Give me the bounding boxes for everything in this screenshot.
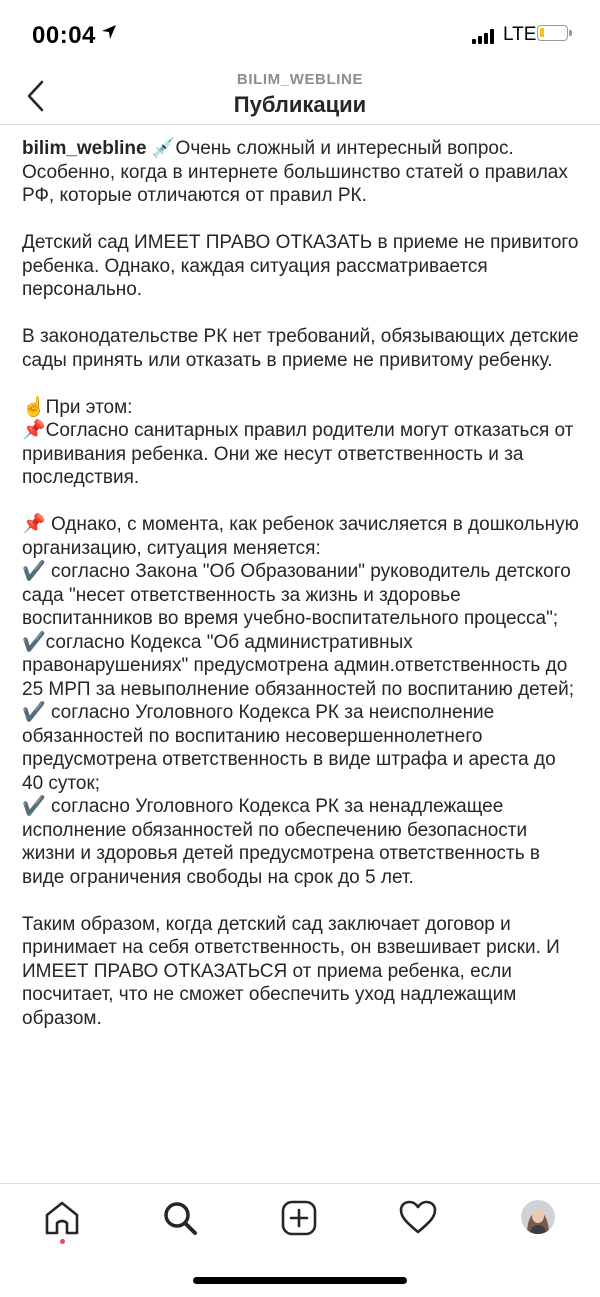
caption-check-item: согласно Кодекса "Об административных правонарушениях" предусмотрена админ.ответственность до 25 МРП за невыполнение обязанностей по воспитанию детей; (22, 631, 574, 700)
caption-check-item: согласно Уголовного Кодекса РК за ненадлежащее исполнение обязанностей по обеспечению безопасности жизни и здоровья детей предусмотрена ответственность в виде ограничения свободы на срок до 5 лет. (22, 796, 541, 888)
pushpin-emoji: 📌 (22, 514, 46, 535)
check-emoji: ✔️ (22, 702, 46, 723)
new-post-icon[interactable] (279, 1198, 319, 1238)
battery-icon (537, 25, 568, 41)
caption-check-item: согласно Закона "Об Образовании" руководитель детского сада "несет ответственность за жизнь и здоровье воспитанников во время учебно-воспитательного процесса"; (22, 561, 571, 629)
syringe-emoji: 💉 (151, 138, 176, 159)
page-header (0, 70, 600, 125)
pushpin-emoji: 📌 (22, 420, 46, 441)
post-caption (22, 137, 580, 1054)
caption-paragraph: Детский сад ИМЕЕТ ПРАВО ОТКАЗАТЬ в приеме не привитого ребенка. Однако, каждая ситуация рассматривается персонально. (22, 232, 579, 300)
status-bar (0, 0, 600, 70)
profile-avatar[interactable] (521, 1200, 555, 1234)
caption-note: При этом: (45, 396, 133, 418)
notification-dot (60, 1239, 65, 1244)
cellular-signal-icon (472, 28, 498, 44)
pointing-up-emoji: ☝️ (22, 396, 46, 418)
bottom-tab-bar (0, 1183, 600, 1254)
caption-paragraph: Таким образом, когда детский сад заключает договор и принимает на себя ответственность, он взвешивает риски. И ИМЕЕТ ПРАВО ОТКАЗАТЬСЯ от приема ребенка, если посчитает, что не сможет обеспечить уход надлежащим образом. (22, 913, 560, 1029)
caption-pin-text: Однако, с момента, как ребенок зачисляется в дошкольную организацию, ситуация меняется: (22, 514, 579, 559)
caption-paragraph: В законодательстве РК нет требований, обязывающих детские сады принять или отказать в приеме не привитому ребенку. (22, 326, 579, 371)
check-emoji: ✔️ (22, 561, 46, 582)
page-title: Публикации (233, 92, 367, 117)
activity-heart-icon[interactable] (398, 1198, 438, 1238)
home-icon[interactable] (42, 1198, 82, 1238)
search-icon[interactable] (160, 1198, 200, 1238)
caption-intro (22, 137, 580, 208)
header-username: BILIM_WEBLINE (236, 71, 364, 88)
check-emoji: ✔️ (22, 796, 46, 817)
caption-paragraph (22, 396, 580, 490)
caption-intro-text: Очень сложный и интересный вопрос. Особенно, когда в интернете большинство статей о правилах РФ, которые отличаются от правил РК. (22, 138, 568, 206)
caption-username[interactable]: bilim_webline (22, 138, 147, 159)
home-indicator (193, 1277, 407, 1284)
caption-paragraph (22, 513, 580, 889)
check-emoji: ✔️ (22, 631, 46, 653)
network-type: LTE (503, 24, 537, 45)
location-arrow-icon (101, 24, 117, 40)
caption-pin-text: Согласно санитарных правил родители могут отказаться от прививания ребенка. Они же несут ответственность и за последствия. (22, 420, 574, 488)
status-time: 00:04 (32, 22, 96, 49)
caption-check-item: согласно Уголовного Кодекса РК за неисполнение обязанностей по воспитанию несовершеннолетнего предусмотрена ответственность в виде штрафа и ареста до 40 суток; (22, 702, 556, 794)
